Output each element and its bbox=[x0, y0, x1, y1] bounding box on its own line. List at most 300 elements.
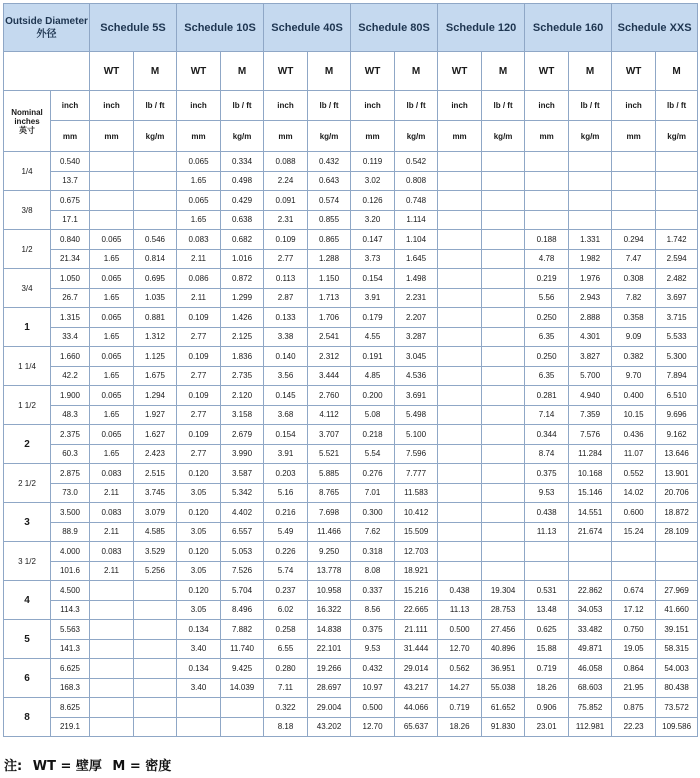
value-cell: 1.706 bbox=[308, 308, 351, 328]
value-cell: 0.226 bbox=[264, 542, 308, 562]
value-cell bbox=[656, 210, 698, 230]
m-header: M bbox=[656, 52, 698, 91]
value-cell: 3.745 bbox=[134, 483, 177, 503]
unit-kg-per-m: kg/m bbox=[308, 121, 351, 152]
value-cell: 0.574 bbox=[308, 191, 351, 211]
value-cell: 19.304 bbox=[482, 581, 525, 601]
value-cell bbox=[482, 464, 525, 484]
unit-kg-per-m: kg/m bbox=[656, 121, 698, 152]
value-cell: 3.20 bbox=[351, 210, 395, 230]
value-cell: 3.73 bbox=[351, 249, 395, 269]
value-cell: 0.432 bbox=[308, 152, 351, 172]
od-label-cn: 外径 bbox=[36, 28, 57, 40]
value-cell: 2.735 bbox=[221, 366, 264, 386]
value-cell: 9.09 bbox=[612, 327, 656, 347]
table-row bbox=[4, 210, 698, 230]
value-cell bbox=[438, 522, 482, 542]
value-cell: 5.704 bbox=[221, 581, 264, 601]
value-cell: 12.70 bbox=[438, 639, 482, 659]
od-inch-cell: 2.375 bbox=[51, 425, 90, 445]
unit-mm: mm bbox=[612, 121, 656, 152]
value-cell: 0.906 bbox=[525, 698, 569, 718]
unit-inch: inch bbox=[612, 91, 656, 121]
value-cell: 0.382 bbox=[612, 347, 656, 367]
table-row bbox=[4, 522, 698, 542]
value-cell: 1.982 bbox=[569, 249, 612, 269]
value-cell: 4.402 bbox=[221, 503, 264, 523]
od-inch-cell: 0.540 bbox=[51, 152, 90, 172]
od-mm-cell: 42.2 bbox=[51, 366, 90, 386]
value-cell: 29.004 bbox=[308, 698, 351, 718]
value-cell: 5.74 bbox=[264, 561, 308, 581]
value-cell: 0.133 bbox=[264, 308, 308, 328]
value-cell: 11.07 bbox=[612, 444, 656, 464]
value-cell: 7.47 bbox=[612, 249, 656, 269]
value-cell: 9.250 bbox=[308, 542, 351, 562]
value-cell bbox=[134, 210, 177, 230]
value-cell bbox=[482, 425, 525, 445]
value-cell: 0.865 bbox=[308, 230, 351, 250]
value-cell: 1.65 bbox=[90, 327, 134, 347]
od-mm-cell: 219.1 bbox=[51, 717, 90, 737]
table-row bbox=[4, 308, 698, 328]
nominal-size-cell: 1/4 bbox=[4, 152, 51, 191]
value-cell bbox=[482, 210, 525, 230]
outside-diameter-header bbox=[4, 4, 90, 52]
wt-m-header-row bbox=[4, 52, 698, 91]
od-mm-cell: 60.3 bbox=[51, 444, 90, 464]
value-cell: 6.35 bbox=[525, 327, 569, 347]
table-row bbox=[4, 678, 698, 698]
value-cell: 46.058 bbox=[569, 659, 612, 679]
value-cell bbox=[569, 191, 612, 211]
blank-cell bbox=[4, 52, 90, 91]
value-cell: 14.551 bbox=[569, 503, 612, 523]
value-cell: 0.200 bbox=[351, 386, 395, 406]
value-cell: 11.466 bbox=[308, 522, 351, 542]
value-cell: 8.08 bbox=[351, 561, 395, 581]
value-cell: 3.045 bbox=[395, 347, 438, 367]
value-cell: 4.85 bbox=[351, 366, 395, 386]
value-cell: 9.162 bbox=[656, 425, 698, 445]
value-cell: 7.62 bbox=[351, 522, 395, 542]
value-cell bbox=[438, 152, 482, 172]
value-cell: 0.280 bbox=[264, 659, 308, 679]
value-cell: 4.55 bbox=[351, 327, 395, 347]
value-cell: 58.315 bbox=[656, 639, 698, 659]
nominal-size-cell: 3 bbox=[4, 503, 51, 542]
value-cell: 0.109 bbox=[177, 347, 221, 367]
value-cell bbox=[134, 171, 177, 191]
value-cell: 0.748 bbox=[395, 191, 438, 211]
value-cell: 0.083 bbox=[90, 542, 134, 562]
value-cell: 13.48 bbox=[525, 600, 569, 620]
unit-mm: mm bbox=[525, 121, 569, 152]
value-cell: 10.15 bbox=[612, 405, 656, 425]
value-cell bbox=[438, 269, 482, 289]
value-cell: 0.109 bbox=[177, 425, 221, 445]
wt-header: WT bbox=[264, 52, 308, 91]
value-cell: 5.256 bbox=[134, 561, 177, 581]
value-cell: 1.114 bbox=[395, 210, 438, 230]
value-cell bbox=[438, 288, 482, 308]
value-cell: 0.875 bbox=[612, 698, 656, 718]
value-cell: 6.557 bbox=[221, 522, 264, 542]
note-prefix: 注: bbox=[4, 759, 23, 774]
value-cell: 0.322 bbox=[264, 698, 308, 718]
unit-kg-per-m: kg/m bbox=[482, 121, 525, 152]
value-cell bbox=[438, 327, 482, 347]
value-cell: 2.11 bbox=[177, 288, 221, 308]
value-cell: 1.65 bbox=[90, 366, 134, 386]
value-cell: 0.109 bbox=[177, 386, 221, 406]
value-cell: 2.120 bbox=[221, 386, 264, 406]
value-cell: 0.179 bbox=[351, 308, 395, 328]
value-cell: 1.125 bbox=[134, 347, 177, 367]
table-row bbox=[4, 464, 698, 484]
value-cell: 4.940 bbox=[569, 386, 612, 406]
value-cell: 15.88 bbox=[525, 639, 569, 659]
value-cell: 5.700 bbox=[569, 366, 612, 386]
value-cell: 2.125 bbox=[221, 327, 264, 347]
od-inch-cell: 3.500 bbox=[51, 503, 90, 523]
value-cell: 0.250 bbox=[525, 308, 569, 328]
value-cell: 9.53 bbox=[351, 639, 395, 659]
value-cell: 5.49 bbox=[264, 522, 308, 542]
table-row bbox=[4, 581, 698, 601]
value-cell: 1.035 bbox=[134, 288, 177, 308]
value-cell: 7.01 bbox=[351, 483, 395, 503]
unit-inch: inch bbox=[177, 91, 221, 121]
table-row bbox=[4, 269, 698, 289]
value-cell: 18.26 bbox=[525, 678, 569, 698]
value-cell: 21.111 bbox=[395, 620, 438, 640]
value-cell: 3.990 bbox=[221, 444, 264, 464]
value-cell bbox=[482, 386, 525, 406]
value-cell: 18.26 bbox=[438, 717, 482, 737]
value-cell bbox=[90, 581, 134, 601]
value-cell: 49.871 bbox=[569, 639, 612, 659]
unit-inch: inch bbox=[438, 91, 482, 121]
od-inch-cell: 0.675 bbox=[51, 191, 90, 211]
nominal-size-cell: 5 bbox=[4, 620, 51, 659]
value-cell: 0.436 bbox=[612, 425, 656, 445]
nominal-label: Nominal inches bbox=[11, 107, 43, 126]
value-cell: 22.862 bbox=[569, 581, 612, 601]
value-cell bbox=[482, 483, 525, 503]
value-cell: 73.572 bbox=[656, 698, 698, 718]
value-cell: 0.546 bbox=[134, 230, 177, 250]
schedule-header: Schedule 80S bbox=[351, 4, 438, 52]
value-cell: 0.643 bbox=[308, 171, 351, 191]
value-cell: 0.120 bbox=[177, 503, 221, 523]
nominal-label-cn: 英寸 bbox=[19, 125, 35, 135]
m-header: M bbox=[569, 52, 612, 91]
value-cell: 19.05 bbox=[612, 639, 656, 659]
unit-lb-per-ft: lb / ft bbox=[482, 91, 525, 121]
value-cell: 109.586 bbox=[656, 717, 698, 737]
value-cell: 3.05 bbox=[177, 561, 221, 581]
value-cell bbox=[134, 698, 177, 718]
od-inch-cell: 5.563 bbox=[51, 620, 90, 640]
value-cell: 2.423 bbox=[134, 444, 177, 464]
value-cell: 0.218 bbox=[351, 425, 395, 445]
value-cell: 0.188 bbox=[525, 230, 569, 250]
value-cell: 7.882 bbox=[221, 620, 264, 640]
value-cell: 54.003 bbox=[656, 659, 698, 679]
value-cell: 0.881 bbox=[134, 308, 177, 328]
value-cell: 3.715 bbox=[656, 308, 698, 328]
value-cell: 1.426 bbox=[221, 308, 264, 328]
value-cell: 0.562 bbox=[438, 659, 482, 679]
value-cell: 5.342 bbox=[221, 483, 264, 503]
value-cell: 7.576 bbox=[569, 425, 612, 445]
nominal-size-cell: 3/8 bbox=[4, 191, 51, 230]
value-cell bbox=[482, 152, 525, 172]
value-cell: 65.637 bbox=[395, 717, 438, 737]
value-cell: 2.77 bbox=[177, 444, 221, 464]
unit-kg-per-m: kg/m bbox=[134, 121, 177, 152]
value-cell bbox=[482, 561, 525, 581]
unit-inch: inch bbox=[51, 91, 90, 121]
value-cell: 0.625 bbox=[525, 620, 569, 640]
value-cell: 16.322 bbox=[308, 600, 351, 620]
value-cell: 1.331 bbox=[569, 230, 612, 250]
value-cell: 3.02 bbox=[351, 171, 395, 191]
value-cell: 0.140 bbox=[264, 347, 308, 367]
value-cell bbox=[482, 405, 525, 425]
value-cell: 14.27 bbox=[438, 678, 482, 698]
value-cell bbox=[177, 698, 221, 718]
table-row bbox=[4, 405, 698, 425]
nominal-header bbox=[4, 91, 51, 152]
value-cell: 15.24 bbox=[612, 522, 656, 542]
value-cell: 3.697 bbox=[656, 288, 698, 308]
value-cell: 44.066 bbox=[395, 698, 438, 718]
value-cell: 7.359 bbox=[569, 405, 612, 425]
value-cell bbox=[90, 191, 134, 211]
value-cell: 12.703 bbox=[395, 542, 438, 562]
value-cell bbox=[612, 542, 656, 562]
value-cell bbox=[525, 191, 569, 211]
value-cell bbox=[438, 405, 482, 425]
value-cell: 3.91 bbox=[264, 444, 308, 464]
value-cell bbox=[612, 152, 656, 172]
value-cell bbox=[525, 152, 569, 172]
value-cell: 10.97 bbox=[351, 678, 395, 698]
value-cell bbox=[525, 561, 569, 581]
value-cell: 31.444 bbox=[395, 639, 438, 659]
value-cell: 11.284 bbox=[569, 444, 612, 464]
value-cell: 1.65 bbox=[90, 405, 134, 425]
value-cell: 2.231 bbox=[395, 288, 438, 308]
value-cell: 1.713 bbox=[308, 288, 351, 308]
value-cell: 7.698 bbox=[308, 503, 351, 523]
value-cell: 1.742 bbox=[656, 230, 698, 250]
value-cell: 0.814 bbox=[134, 249, 177, 269]
value-cell: 2.11 bbox=[90, 483, 134, 503]
value-cell bbox=[482, 171, 525, 191]
value-cell: 3.05 bbox=[177, 600, 221, 620]
value-cell: 80.438 bbox=[656, 678, 698, 698]
value-cell bbox=[482, 191, 525, 211]
value-cell: 0.542 bbox=[395, 152, 438, 172]
unit-mm: mm bbox=[51, 121, 90, 152]
value-cell: 0.344 bbox=[525, 425, 569, 445]
value-cell: 2.312 bbox=[308, 347, 351, 367]
value-cell: 0.855 bbox=[308, 210, 351, 230]
value-cell: 4.536 bbox=[395, 366, 438, 386]
value-cell: 61.652 bbox=[482, 698, 525, 718]
value-cell: 21.674 bbox=[569, 522, 612, 542]
schedule-header: Schedule 120 bbox=[438, 4, 525, 52]
table-row bbox=[4, 561, 698, 581]
value-cell: 15.216 bbox=[395, 581, 438, 601]
unit-mm: mm bbox=[264, 121, 308, 152]
value-cell: 0.674 bbox=[612, 581, 656, 601]
value-cell: 13.778 bbox=[308, 561, 351, 581]
value-cell: 4.78 bbox=[525, 249, 569, 269]
value-cell bbox=[438, 386, 482, 406]
value-cell: 18.872 bbox=[656, 503, 698, 523]
value-cell: 3.827 bbox=[569, 347, 612, 367]
value-cell: 1.65 bbox=[90, 444, 134, 464]
value-cell bbox=[438, 464, 482, 484]
value-cell: 10.958 bbox=[308, 581, 351, 601]
value-cell: 2.77 bbox=[177, 327, 221, 347]
value-cell bbox=[482, 542, 525, 562]
value-cell: 2.11 bbox=[177, 249, 221, 269]
unit-lb-per-ft: lb / ft bbox=[308, 91, 351, 121]
od-inch-cell: 4.500 bbox=[51, 581, 90, 601]
wt-header: WT bbox=[351, 52, 395, 91]
value-cell: 3.91 bbox=[351, 288, 395, 308]
od-mm-cell: 88.9 bbox=[51, 522, 90, 542]
value-cell: 55.038 bbox=[482, 678, 525, 698]
value-cell: 0.308 bbox=[612, 269, 656, 289]
value-cell: 0.600 bbox=[612, 503, 656, 523]
value-cell: 3.691 bbox=[395, 386, 438, 406]
nominal-size-cell: 3 1/2 bbox=[4, 542, 51, 581]
value-cell: 0.281 bbox=[525, 386, 569, 406]
value-cell: 6.55 bbox=[264, 639, 308, 659]
value-cell: 75.852 bbox=[569, 698, 612, 718]
value-cell bbox=[569, 171, 612, 191]
value-cell: 0.258 bbox=[264, 620, 308, 640]
value-cell: 12.70 bbox=[351, 717, 395, 737]
table-row bbox=[4, 191, 698, 211]
unit-kg-per-m: kg/m bbox=[221, 121, 264, 152]
schedule-header: Schedule 5S bbox=[90, 4, 177, 52]
unit-mm: mm bbox=[351, 121, 395, 152]
schedule-header: Schedule XXS bbox=[612, 4, 698, 52]
table-row bbox=[4, 347, 698, 367]
od-mm-cell: 101.6 bbox=[51, 561, 90, 581]
nominal-size-cell: 6 bbox=[4, 659, 51, 698]
value-cell: 27.969 bbox=[656, 581, 698, 601]
value-cell: 0.216 bbox=[264, 503, 308, 523]
value-cell: 0.400 bbox=[612, 386, 656, 406]
value-cell: 13.901 bbox=[656, 464, 698, 484]
value-cell: 0.134 bbox=[177, 620, 221, 640]
unit-mm: mm bbox=[90, 121, 134, 152]
legend-note bbox=[4, 755, 177, 774]
value-cell bbox=[482, 366, 525, 386]
value-cell bbox=[482, 503, 525, 523]
value-cell: 0.065 bbox=[90, 347, 134, 367]
value-cell bbox=[438, 483, 482, 503]
wt-header: WT bbox=[177, 52, 221, 91]
value-cell: 0.147 bbox=[351, 230, 395, 250]
value-cell bbox=[90, 698, 134, 718]
value-cell: 0.091 bbox=[264, 191, 308, 211]
value-cell: 0.086 bbox=[177, 269, 221, 289]
value-cell: 6.510 bbox=[656, 386, 698, 406]
value-cell bbox=[612, 191, 656, 211]
value-cell: 9.70 bbox=[612, 366, 656, 386]
value-cell bbox=[438, 425, 482, 445]
value-cell: 5.053 bbox=[221, 542, 264, 562]
value-cell: 5.533 bbox=[656, 327, 698, 347]
nominal-size-cell: 1 bbox=[4, 308, 51, 347]
table-row bbox=[4, 483, 698, 503]
mm-units-row bbox=[4, 121, 698, 152]
value-cell: 5.100 bbox=[395, 425, 438, 445]
value-cell bbox=[569, 210, 612, 230]
value-cell: 9.53 bbox=[525, 483, 569, 503]
value-cell: 3.587 bbox=[221, 464, 264, 484]
value-cell: 0.531 bbox=[525, 581, 569, 601]
value-cell: 20.706 bbox=[656, 483, 698, 503]
table-row bbox=[4, 386, 698, 406]
value-cell: 34.053 bbox=[569, 600, 612, 620]
value-cell bbox=[134, 659, 177, 679]
value-cell: 2.482 bbox=[656, 269, 698, 289]
value-cell: 0.719 bbox=[438, 698, 482, 718]
m-header: M bbox=[134, 52, 177, 91]
value-cell: 0.498 bbox=[221, 171, 264, 191]
value-cell bbox=[90, 600, 134, 620]
value-cell: 8.74 bbox=[525, 444, 569, 464]
schedule-header: Schedule 160 bbox=[525, 4, 612, 52]
value-cell: 0.318 bbox=[351, 542, 395, 562]
value-cell: 4.585 bbox=[134, 522, 177, 542]
value-cell bbox=[482, 444, 525, 464]
value-cell bbox=[438, 366, 482, 386]
value-cell: 21.95 bbox=[612, 678, 656, 698]
unit-lb-per-ft: lb / ft bbox=[221, 91, 264, 121]
value-cell: 3.529 bbox=[134, 542, 177, 562]
value-cell: 7.777 bbox=[395, 464, 438, 484]
value-cell: 6.02 bbox=[264, 600, 308, 620]
value-cell: 8.765 bbox=[308, 483, 351, 503]
od-mm-cell: 73.0 bbox=[51, 483, 90, 503]
value-cell bbox=[612, 171, 656, 191]
value-cell: 5.16 bbox=[264, 483, 308, 503]
value-cell: 5.498 bbox=[395, 405, 438, 425]
table-row bbox=[4, 249, 698, 269]
value-cell: 1.65 bbox=[177, 171, 221, 191]
value-cell bbox=[482, 347, 525, 367]
value-cell: 0.120 bbox=[177, 581, 221, 601]
value-cell bbox=[656, 171, 698, 191]
od-mm-cell: 48.3 bbox=[51, 405, 90, 425]
value-cell bbox=[90, 678, 134, 698]
value-cell: 0.872 bbox=[221, 269, 264, 289]
value-cell bbox=[134, 581, 177, 601]
value-cell: 0.120 bbox=[177, 542, 221, 562]
value-cell: 28.753 bbox=[482, 600, 525, 620]
